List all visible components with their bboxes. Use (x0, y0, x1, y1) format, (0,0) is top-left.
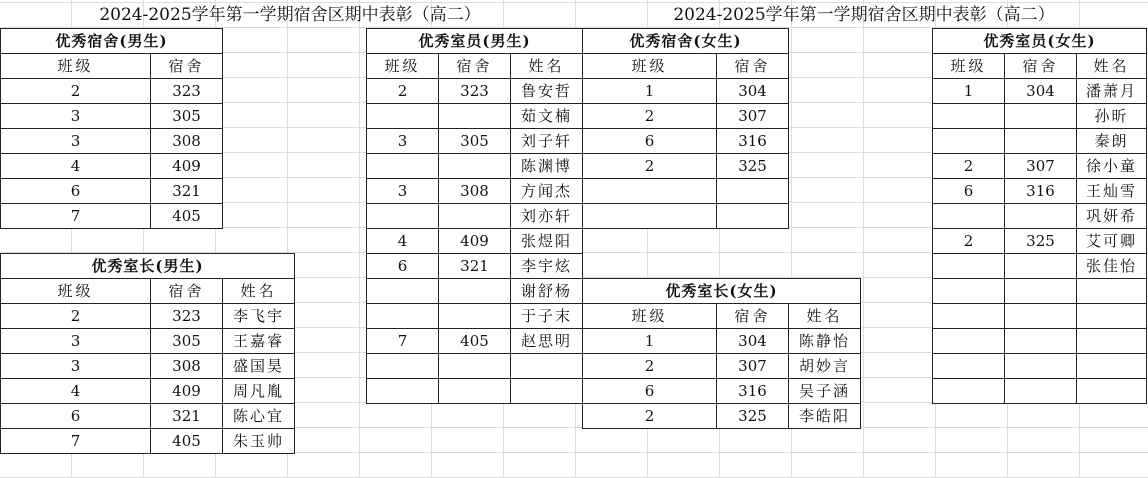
cell-dorm: 308 (439, 179, 511, 204)
cell-dorm: 409 (151, 379, 223, 404)
table-row (583, 404, 861, 429)
table-row (933, 129, 1147, 154)
table-row (583, 379, 861, 404)
cell-class (367, 354, 439, 379)
cell-name: 李飞宇 (223, 304, 295, 329)
cell-dorm: 308 (151, 354, 223, 379)
cell-name (1077, 279, 1147, 304)
cell-name: 张佳怡 (1077, 254, 1147, 279)
cell-name: 孙昕 (1077, 104, 1147, 129)
cell-class (933, 129, 1005, 154)
cell-name: 吴子涵 (789, 379, 861, 404)
cell-dorm: 405 (439, 329, 511, 354)
cell-name: 于子末 (511, 304, 583, 329)
cell-dorm: 325 (1005, 229, 1077, 254)
cell-dorm: 305 (151, 329, 223, 354)
header-class: 班级 (367, 54, 439, 79)
table-row (933, 179, 1147, 204)
cell-class: 6 (583, 379, 717, 404)
header-dorm: 宿舍 (439, 54, 511, 79)
cell-class: 4 (367, 229, 439, 254)
cell-name: 赵思明 (511, 329, 583, 354)
cell-name: 艾可卿 (1077, 229, 1147, 254)
table-row (583, 129, 789, 154)
table-row (1, 404, 295, 429)
cell-class: 2 (1, 304, 151, 329)
cell-dorm: 305 (151, 104, 223, 129)
cell-name: 王灿雪 (1077, 179, 1147, 204)
cell-dorm: 304 (717, 79, 789, 104)
cell-dorm: 304 (717, 329, 789, 354)
table-row (367, 79, 583, 104)
cell-name: 陈静怡 (789, 329, 861, 354)
table-row (1, 154, 223, 179)
cell-dorm: 307 (1005, 154, 1077, 179)
cell-class: 3 (367, 179, 439, 204)
cell-name: 谢舒杨 (511, 279, 583, 304)
cell-name (1077, 304, 1147, 329)
table-row (1, 354, 295, 379)
cell-name: 巩妍希 (1077, 204, 1147, 229)
cell-name: 周凡胤 (223, 379, 295, 404)
cell-dorm: 304 (1005, 79, 1077, 104)
table-row (1, 129, 223, 154)
cell-dorm: 409 (439, 229, 511, 254)
cell-dorm (439, 304, 511, 329)
cell-dorm: 316 (717, 379, 789, 404)
cell-class: 1 (583, 329, 717, 354)
cell-class: 7 (367, 329, 439, 354)
table-row (933, 354, 1147, 379)
cell-name (511, 354, 583, 379)
cell-dorm: 321 (439, 254, 511, 279)
table-row (933, 204, 1147, 229)
cell-dorm: 323 (439, 79, 511, 104)
cell-class (583, 179, 717, 204)
header-class: 班级 (583, 54, 717, 79)
girls-leader-table (582, 278, 861, 429)
cell-class: 3 (1, 129, 151, 154)
cell-dorm: 316 (717, 129, 789, 154)
cell-class (933, 304, 1005, 329)
cell-name: 茹文楠 (511, 104, 583, 129)
table-row (367, 154, 583, 179)
cell-dorm: 323 (151, 304, 223, 329)
cell-class (933, 379, 1005, 404)
cell-class: 3 (1, 104, 151, 129)
table-row (933, 329, 1147, 354)
cell-dorm (1005, 329, 1077, 354)
cell-name: 刘子轩 (511, 129, 583, 154)
header-name: 姓名 (1077, 54, 1147, 79)
cell-dorm: 305 (439, 129, 511, 154)
table-row (1, 179, 223, 204)
cell-class: 4 (1, 379, 151, 404)
table-row (1, 429, 295, 454)
cell-name: 张煜阳 (511, 229, 583, 254)
cell-name (1077, 354, 1147, 379)
boys-member-table (366, 28, 583, 404)
cell-class: 6 (583, 129, 717, 154)
cell-name (1077, 379, 1147, 404)
title-left: 2024-2025学年第一学期宿舍区期中表彰（高二） (99, 5, 481, 25)
table-row (583, 104, 789, 129)
cell-class (933, 204, 1005, 229)
cell-dorm: 307 (717, 354, 789, 379)
cell-dorm (1005, 129, 1077, 154)
cell-class (367, 279, 439, 304)
table-row (1, 379, 295, 404)
cell-class (367, 304, 439, 329)
cell-dorm (439, 279, 511, 304)
cell-name (511, 379, 583, 404)
cell-dorm: 316 (1005, 179, 1077, 204)
cell-class (933, 104, 1005, 129)
cell-class: 3 (367, 129, 439, 154)
table-row (933, 104, 1147, 129)
table-caption: 优秀室员(男生) (367, 29, 583, 54)
cell-name: 方闻杰 (511, 179, 583, 204)
boys-leader-table (0, 253, 295, 454)
cell-dorm (1005, 304, 1077, 329)
cell-class (933, 254, 1005, 279)
cell-name: 鲁安哲 (511, 79, 583, 104)
cell-name: 秦朗 (1077, 129, 1147, 154)
table-caption: 优秀宿舍(女生) (583, 29, 789, 54)
table-row (1, 204, 223, 229)
cell-name: 陈心宜 (223, 404, 295, 429)
cell-class: 2 (583, 154, 717, 179)
header-dorm: 宿舍 (151, 54, 223, 79)
cell-name: 刘亦轩 (511, 204, 583, 229)
cell-dorm (439, 154, 511, 179)
cell-class (933, 354, 1005, 379)
table-caption: 优秀室长(女生) (583, 279, 861, 304)
girls-dorm-table (582, 28, 789, 229)
table-row (583, 354, 861, 379)
cell-dorm: 321 (151, 179, 223, 204)
table-row (367, 279, 583, 304)
cell-dorm: 405 (151, 204, 223, 229)
cell-dorm: 307 (717, 104, 789, 129)
cell-class: 2 (367, 79, 439, 104)
table-row (933, 279, 1147, 304)
cell-dorm (439, 104, 511, 129)
cell-class: 6 (1, 404, 151, 429)
title-right: 2024-2025学年第一学期宿舍区期中表彰（高二） (673, 5, 1055, 25)
cell-class: 2 (583, 404, 717, 429)
table-row (933, 229, 1147, 254)
cell-name: 盛国昊 (223, 354, 295, 379)
table-row (367, 254, 583, 279)
header-dorm: 宿舍 (717, 304, 789, 329)
cell-dorm (1005, 204, 1077, 229)
table-row (367, 204, 583, 229)
cell-name: 胡妙言 (789, 354, 861, 379)
cell-class: 2 (1, 79, 151, 104)
cell-dorm (1005, 354, 1077, 379)
cell-class (367, 204, 439, 229)
cell-class (367, 379, 439, 404)
header-class: 班级 (583, 304, 717, 329)
cell-class: 7 (1, 429, 151, 454)
cell-name: 徐小童 (1077, 154, 1147, 179)
cell-class: 7 (1, 204, 151, 229)
cell-name: 朱玉帅 (223, 429, 295, 454)
cell-class: 2 (933, 229, 1005, 254)
table-row (933, 254, 1147, 279)
table-row (367, 229, 583, 254)
table-row (367, 354, 583, 379)
cell-dorm: 308 (151, 129, 223, 154)
cell-dorm (439, 379, 511, 404)
cell-dorm (439, 354, 511, 379)
cell-class: 3 (1, 329, 151, 354)
header-dorm: 宿舍 (717, 54, 789, 79)
table-row (367, 104, 583, 129)
header-dorm: 宿舍 (151, 279, 223, 304)
table-row (1, 79, 223, 104)
cell-class: 6 (367, 254, 439, 279)
table-row (933, 379, 1147, 404)
table-caption: 优秀室长(男生) (1, 254, 295, 279)
cell-class: 3 (1, 354, 151, 379)
table-row (367, 379, 583, 404)
cell-class (367, 104, 439, 129)
cell-dorm: 325 (717, 404, 789, 429)
cell-dorm (1005, 254, 1077, 279)
cell-name (1077, 329, 1147, 354)
header-dorm: 宿舍 (1005, 54, 1077, 79)
table-row (367, 304, 583, 329)
cell-class: 4 (1, 154, 151, 179)
header-name: 姓名 (511, 54, 583, 79)
cell-dorm (1005, 279, 1077, 304)
cell-dorm: 321 (151, 404, 223, 429)
cell-dorm: 409 (151, 154, 223, 179)
girls-member-table (932, 28, 1147, 404)
cell-dorm (1005, 104, 1077, 129)
header-name: 姓名 (789, 304, 861, 329)
header-class: 班级 (1, 279, 151, 304)
table-row (367, 179, 583, 204)
cell-name: 陈渊博 (511, 154, 583, 179)
table-row (1, 304, 295, 329)
table-row (583, 329, 861, 354)
cell-class: 6 (933, 179, 1005, 204)
cell-name: 李宇炫 (511, 254, 583, 279)
cell-class (367, 154, 439, 179)
table-row (583, 204, 789, 229)
boys-dorm-table (0, 28, 223, 229)
table-row (367, 129, 583, 154)
table-row (367, 329, 583, 354)
cell-dorm (717, 204, 789, 229)
table-row (933, 79, 1147, 104)
cell-class: 2 (583, 104, 717, 129)
table-row (583, 79, 789, 104)
cell-class (583, 204, 717, 229)
header-class: 班级 (1, 54, 151, 79)
table-row (1, 104, 223, 129)
header-class: 班级 (933, 54, 1005, 79)
table-row (583, 179, 789, 204)
table-row (933, 304, 1147, 329)
cell-class: 2 (933, 154, 1005, 179)
cell-name: 潘萧月 (1077, 79, 1147, 104)
cell-name: 王嘉睿 (223, 329, 295, 354)
table-row (583, 154, 789, 179)
cell-dorm: 323 (151, 79, 223, 104)
cell-class: 1 (583, 79, 717, 104)
table-row (933, 154, 1147, 179)
cell-dorm: 405 (151, 429, 223, 454)
header-name: 姓名 (223, 279, 295, 304)
cell-class: 2 (583, 354, 717, 379)
cell-class (933, 279, 1005, 304)
table-row (1, 329, 295, 354)
cell-name: 李皓阳 (789, 404, 861, 429)
table-caption: 优秀宿舍(男生) (1, 29, 223, 54)
cell-class: 6 (1, 179, 151, 204)
cell-dorm (717, 179, 789, 204)
cell-class (933, 329, 1005, 354)
cell-dorm: 325 (717, 154, 789, 179)
cell-class: 1 (933, 79, 1005, 104)
cell-dorm (1005, 379, 1077, 404)
table-caption: 优秀室员(女生) (933, 29, 1147, 54)
cell-dorm (439, 204, 511, 229)
